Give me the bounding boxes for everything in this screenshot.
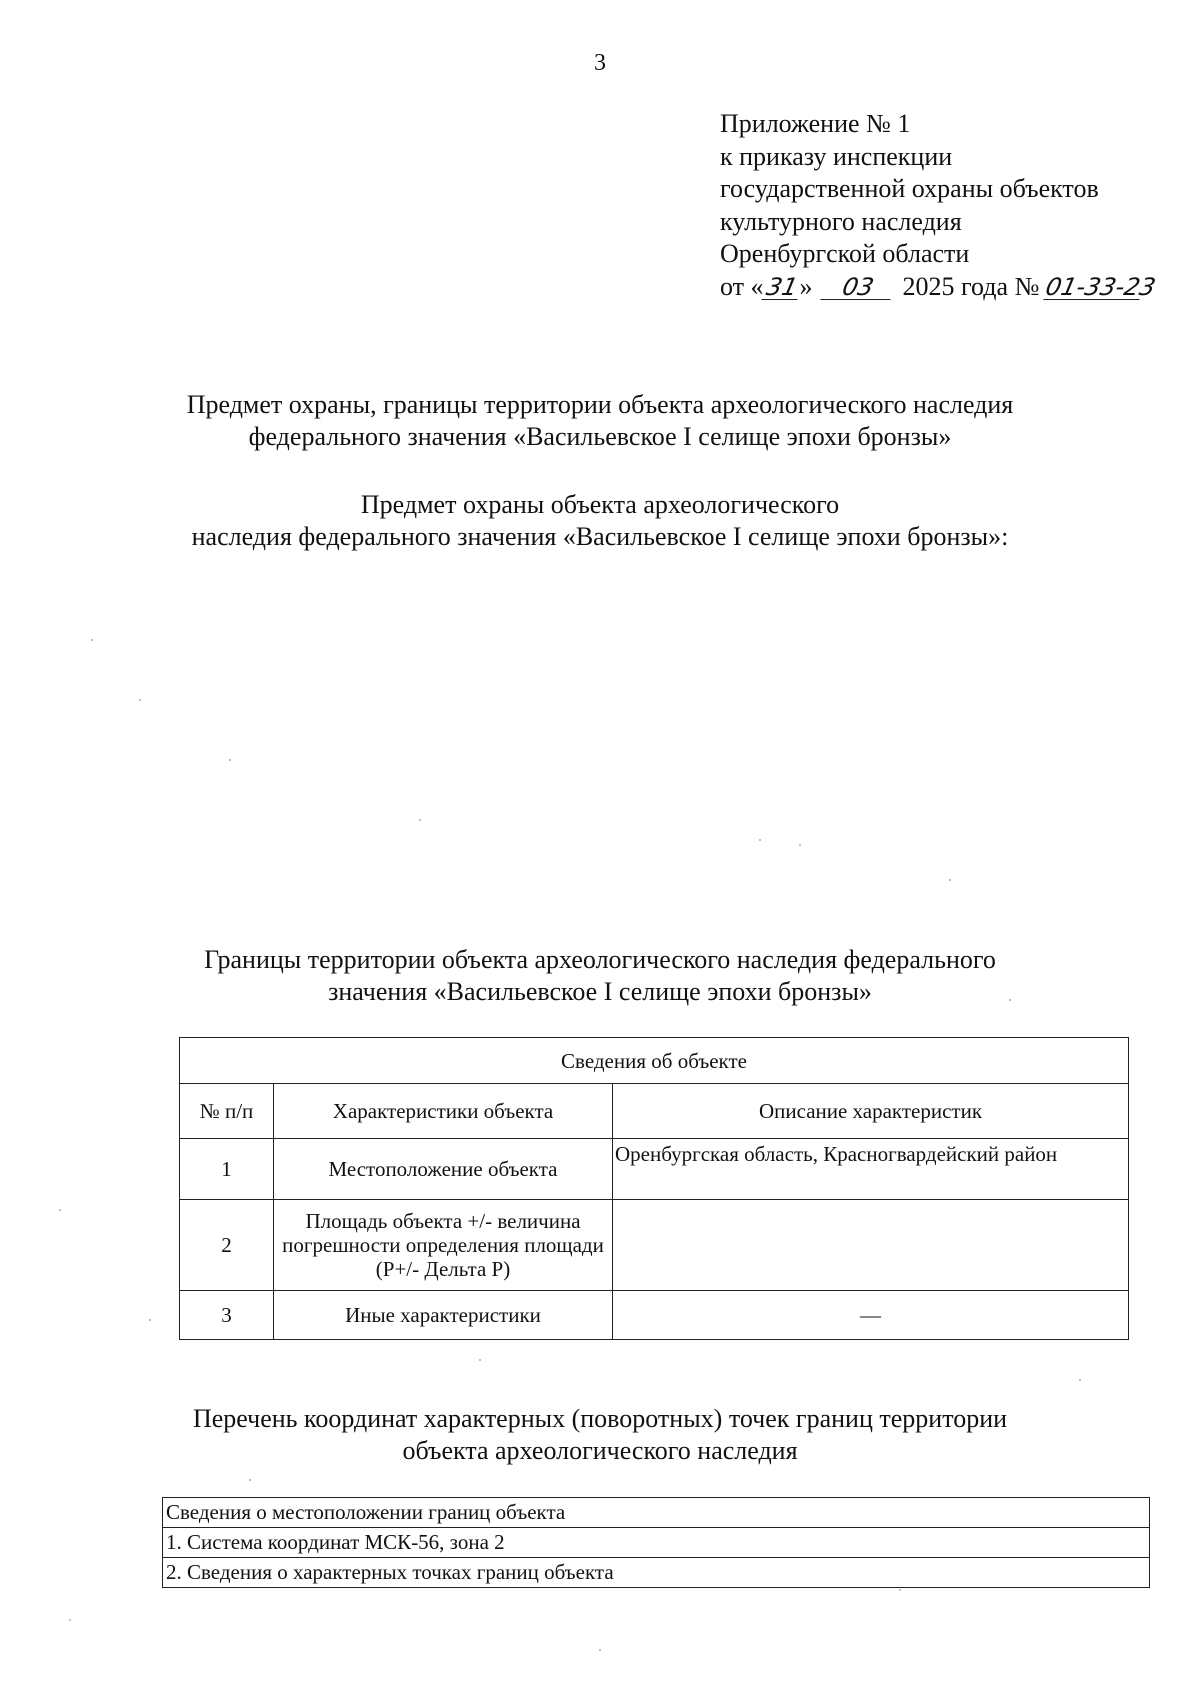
appendix-date-line bbox=[720, 271, 1180, 304]
table-row bbox=[163, 1528, 1150, 1558]
column-header-number: № п/п bbox=[180, 1084, 274, 1139]
heading-main-line: федерального значения «Васильевское I селище эпохи бронзы» bbox=[248, 422, 952, 451]
heading-subject bbox=[0, 489, 1200, 553]
appendix-line: Приложение № 1 bbox=[720, 109, 911, 138]
object-table-title: Сведения об объекте bbox=[180, 1038, 1129, 1084]
heading-main bbox=[0, 389, 1200, 453]
date-prefix: от « bbox=[720, 271, 764, 301]
handwritten-day: 31 bbox=[761, 275, 802, 300]
row-description: Оренбургская область, Красногвардейский район bbox=[613, 1139, 1129, 1200]
heading-boundaries-line: значения «Васильевское I селище эпохи бронзы» bbox=[328, 977, 872, 1006]
appendix-line: к приказу инспекции bbox=[720, 141, 953, 171]
row-number: 1 bbox=[180, 1139, 274, 1200]
page-number: 3 bbox=[594, 50, 606, 76]
row-characteristic: Местоположение объекта bbox=[274, 1139, 613, 1200]
appendix-line: культурного наследия bbox=[720, 206, 962, 236]
heading-subject-line: Предмет охраны объекта археологического bbox=[360, 490, 840, 519]
row-description bbox=[613, 1200, 1129, 1291]
appendix-block bbox=[720, 108, 1180, 303]
location-row: 1. Система координат МСК-56, зона 2 bbox=[163, 1528, 1150, 1558]
table-row bbox=[180, 1200, 1129, 1291]
heading-boundaries bbox=[0, 944, 1200, 1008]
table-row bbox=[180, 1139, 1129, 1200]
row-description: — bbox=[613, 1291, 1129, 1340]
row-number: 3 bbox=[180, 1291, 274, 1340]
object-info-table bbox=[179, 1037, 1129, 1340]
row-characteristic: Иные характеристики bbox=[274, 1291, 613, 1340]
table-row bbox=[163, 1558, 1150, 1588]
appendix-line: государственной охраны объектов bbox=[720, 174, 1099, 203]
location-row: 2. Сведения о характерных точках границ объекта bbox=[163, 1558, 1150, 1588]
date-mid: » bbox=[799, 271, 813, 301]
handwritten-month: 03 bbox=[820, 275, 895, 300]
handwritten-order-number: 01-33-23 bbox=[1043, 272, 1158, 301]
table-row bbox=[180, 1291, 1129, 1340]
heading-boundaries-line: Границы территории объекта археологического наследия федерального bbox=[204, 945, 996, 974]
column-header-characteristic: Характеристики объекта bbox=[274, 1084, 613, 1139]
column-header-description: Описание характеристик bbox=[613, 1084, 1129, 1139]
table-row bbox=[163, 1498, 1150, 1528]
location-row: Сведения о местоположении границ объекта bbox=[163, 1498, 1150, 1528]
location-table bbox=[162, 1497, 1150, 1588]
date-year: 2025 года № bbox=[902, 271, 1040, 301]
row-characteristic: Площадь объекта +/- величина погрешности определения площади (P+/- Дельта P) bbox=[274, 1200, 613, 1291]
heading-coordinates-line: объекта археологического наследия bbox=[402, 1436, 798, 1465]
row-number: 2 bbox=[180, 1200, 274, 1291]
appendix-line: Оренбургской области bbox=[720, 239, 970, 268]
heading-coordinates bbox=[0, 1403, 1200, 1467]
heading-main-line: Предмет охраны, границы территории объекта археологического наследия bbox=[186, 390, 1014, 419]
heading-coordinates-line: Перечень координат характерных (поворотных) точек границ территории bbox=[192, 1404, 1008, 1433]
heading-subject-line: наследия федерального значения «Васильевское I селище эпохи бронзы»: bbox=[191, 522, 1009, 551]
